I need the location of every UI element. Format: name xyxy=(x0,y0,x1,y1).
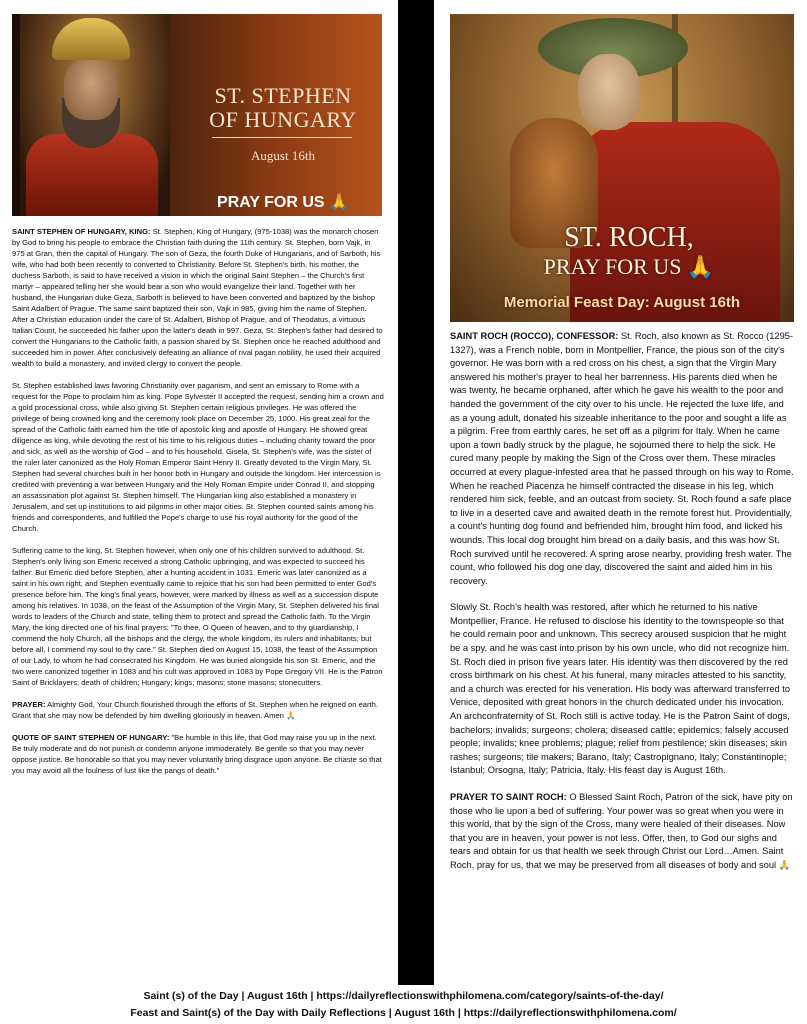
stephen-quote-text: "Be humble in this life, that God may raise you up in the next. Be truly moderate and do not punish or condemn anyone immoderately. Be gentle so that you may never oppose justice. Be honorable so that you may never voluntarily bring disgrace upon anyone. Be chaste so that you may avoid all the foulness of lust like the pangs of death." xyxy=(12,733,382,775)
banner-title: ST. ROCH, xyxy=(564,222,694,253)
st-stephen-banner-image xyxy=(12,14,382,216)
stephen-quote xyxy=(12,732,384,776)
footer-line-2: Feast and Saint(s) of the Day with Daily Reflections | August 16th | https://dailyreflectionswithphilomena.com/ xyxy=(130,1007,677,1019)
stephen-bio-paragraph-2: St. Stephen established laws favoring Christianity over paganism, and sent an emissary to Rome with a request for the Pope to proclaim him as king. Pope Sylvester II accepted the request, sending him a crown and a gold processional cross, while also giving St. Stephen certain religious privileges. He was offered the privilege of being crowned king and the ceremony took place on December 25, 1000. His great zeal for the spread of the Catholic faith earned him the title of apostolic king and apostle of Hungary. He showed great diligence as king, while devoting the rest of his time to his religious duties – including charity toward the poor and sick, as well as the worship of God – and to his household. Gisela, St. Stephen's wife, was the sister of the ruler later canonized as the Holy Roman Emperor Saint Henry II. Greatly devoted to the Virgin Mary, St. Stephen had several churches built in her honor both in Hungary and outside the kingdom. Her intercession is credited with preventing a war between Hungary and the Holy Roman Empire under Conrad II, and stopping an assassination plot against St. Stephen himself. The Hungarian king also established a monastery in Jerusalem, and set up institutions to aid pilgrims in other major cities. St. Stephen counted saints among his friends and correspondents, and fulfilled the Pope's charge to use his royal authority for the good of the Church. xyxy=(12,381,384,533)
roch-bio-text-1: St. Roch, also known as St. Rocco (1295-1327), was a French noble, born in Montpellier, France, the pious son of the city's governor. He was born with a red cross on his chest, a sign that the Virgin Mary answered his mother's prayer to heal her barrenness. His parents died when he was twenty, he became orphaned, after which he gave his wealth to the poor and handed the government of the city over to his uncle. He rejected the luxe life, and as a young adult, donated his sizeable inheritance to the poor and sought a life as a pilgrim. Free from earthly cares, he set off as a pilgrim for Italy. When he came upon a town badly struck by the plague, he sojourned there to help the sick. He cured many people by making the Sign of the Cross over them. These miracles occurred at every plague-infested area that he passed through on his way to Rome. When he reached Piacenza he himself contracted the disease in his leg, which rendered him sick, feeble, and an outcast from society. St. Roch found a safe place to live in a deserted cave and awaited death in the remote forest hut. Providentially, a count's hunting dog found and befriended him, brought him food, and licked his wounds. This local dog brought him bread on a daily basis, and this was how St. Roch survived until he recovered. A spring arose nearby, providing fresh water. The count, who followed his dog one day, discovered the saint and aided him in his recovery. xyxy=(450,331,794,586)
banner-divider xyxy=(212,137,352,138)
banner-pray-text: PRAY FOR US 🙏 xyxy=(543,254,715,279)
banner-date: August 16th xyxy=(251,148,315,163)
right-column xyxy=(450,14,794,886)
banner-title-line1: ST. STEPHEN xyxy=(214,83,352,108)
roch-prayer-lead: PRAYER TO SAINT ROCH: xyxy=(450,792,567,802)
st-roch-banner-image xyxy=(450,14,794,322)
roch-bio-paragraph-1 xyxy=(450,330,794,588)
stephen-bio-paragraph-1 xyxy=(12,226,384,369)
stephen-prayer xyxy=(12,699,384,721)
stephen-bio-text-1: St. Stephen, King of Hungary, (975-1038) was the monarch chosen by God to bring his people to embrace the Christian faith during the 11th century. St. Stephen, born Vajk, in 975 at Gran, then the capital of Hungary. The son of Geza, the fourth Duke of Hungarians, and of Sarboth, his wife, who had both been recently to converted to Christianity. Before St. Stephen's birth, his mother, the duchess Sarboth, is said to have received a vision in which the original Saint Stephen – the Church's first martyr – appeared telling her she would bear a son who would evangelize their land. Together with her husband, the Hungarian duke Geza, Sarboth is believed to have been converted and baptized by the bishop Saint Adalbert of Prague. The same saint baptized their son, Vajk in 985, giving him the name of Stephen. After a Christian education under the care of St. Adalbert, Bishop of Prague, and of Theodatus, a virtuous Italian Count, he succeeded his father upon the latter's death in 997. Geza, St. Stephen's father had desired to convert the Hungarians to the Catholic faith, a passion shared by St. Stephen once he reached adulthood and succeeded him in power. After conclusively defeating an alliance of rival pagan nobility, he used their acquired wealth to build a monastery, and invited clergy to convert the people. xyxy=(12,227,383,368)
left-column xyxy=(12,14,384,787)
st-stephen-article xyxy=(12,226,384,776)
banner-title-line2: OF HUNGARY xyxy=(209,107,357,132)
st-roch-face xyxy=(578,54,640,130)
banner-title xyxy=(188,84,378,132)
roch-bio-paragraph-2: Slowly St. Roch's health was restored, after which he returned to his native Montpellier, France. He refused to disclose his identity to the townspeople so that he could remain poor and unknown. This secrecy aroused suspicion that he might be a spy, and he was cast into prison by his own uncle, who did not recognize him. St. Roch died in prison five years later. His identity was then discovered by the red cross birthmark on his chest. At his funeral, many miracles attested to his sanctity, and a church was erected for his veneration. His body was afterward transferred to Venice, deposited with great honors in the church dedicated under his invocation. An archconfraternity of St. Roch still is active today. He is the Patron Saint of dogs, bachelors; invalids; surgeons; cholera; diseased cattle; epidemics; falsely accused people; invalids; knee problems; plague; relief from pestilence; skin diseases; skin rashes; surgeons; tile makers; Barano, Italy; Castropignano, Italy; Constantinople; Istanbul; Orsogna, Italy; Patricia, Italy. His feast day is August 16th. xyxy=(450,602,791,776)
stephen-bio-lead: SAINT STEPHEN OF HUNGARY, KING: xyxy=(12,227,151,236)
stephen-bio-paragraph-3: Suffering came to the king, St. Stephen however, when only one of his children survived to adulthood. St. Stephen's only living son Emeric received a strong Catholic upbringing, and was expected to succeed his father. But Emeric died before Stephen, after a hunting accident in 1031. Emeric was later canonized as a saint in his own right, and Stephen eventually came to rejoice that his son had been permitted to enter God's presence before him. The king's final years, however, were marked by illness as well as a succession dispute among his relatives. In 1038, on the feast of the Assumption of the Virgin Mary, St. Stephen delivered his final words to leaders of the Church and state, telling them to protect and spread the Catholic faith. To the Virgin Mary, the king directed one of his final prayers: "To thee, O Queen of heaven, and to thy guardianship, I commend the holy Church, all the bishops and the clergy, the whole kingdom, its rulers and inhabitants; but before all, I commend my soul to thy care." St. Stephen died on August 15, 1038, the feast of the Assumption of our Lady, to whom he had consecrated his Kingdom. He was buried alongside his son St. Emeric, and the two were canonized together in 1083 and his cult was approved in 1083 by Pope Gregory VII. He is the Patron Saint of Bricklayers; death of children; Hungary; kings; masons; stone masons; stonecutters. xyxy=(12,546,383,687)
roch-bio-lead: SAINT ROCH (ROCCO), CONFESSOR: xyxy=(450,331,619,341)
st-roch-article xyxy=(450,330,794,873)
banner-pray-text: PRAY FOR US 🙏 xyxy=(217,194,349,211)
stephen-quote-lead: QUOTE OF SAINT STEPHEN OF HUNGARY: xyxy=(12,733,170,742)
stephen-prayer-text: Almighty God, Your Church flourished through the efforts of St. Stephen when he reigned on earth. Grant that she may now be defended by him dwelling gloriously in heaven. Amen 🙏 xyxy=(12,700,378,720)
footer-line-1: Saint (s) of the Day | August 16th | https://dailyreflectionswithphilomena.com/category/saints-of-the-day/ xyxy=(143,990,664,1002)
page-footer xyxy=(0,985,807,1024)
st-stephen-face xyxy=(64,58,118,120)
column-divider xyxy=(398,0,434,985)
roch-prayer xyxy=(450,791,794,873)
roch-prayer-text: O Blessed Saint Roch, Patron of the sick, have pity on those who lie upon a bed of suffering. Your power was so great when you were in this world, that by the sign of the Cross, many were healed of their diseases. Now that you are in heaven, your power is not less. Offer, then, to God our sighs and tears and obtain for us that health we seek through Christ our Lord…Amen. Saint Roch, pray for us, that we may be preserved from all diseases of body and soul 🙏 xyxy=(450,792,793,870)
banner-memorial-date: Memorial Feast Day: August 16th xyxy=(503,294,741,311)
stephen-prayer-lead: PRAYER: xyxy=(12,700,46,709)
